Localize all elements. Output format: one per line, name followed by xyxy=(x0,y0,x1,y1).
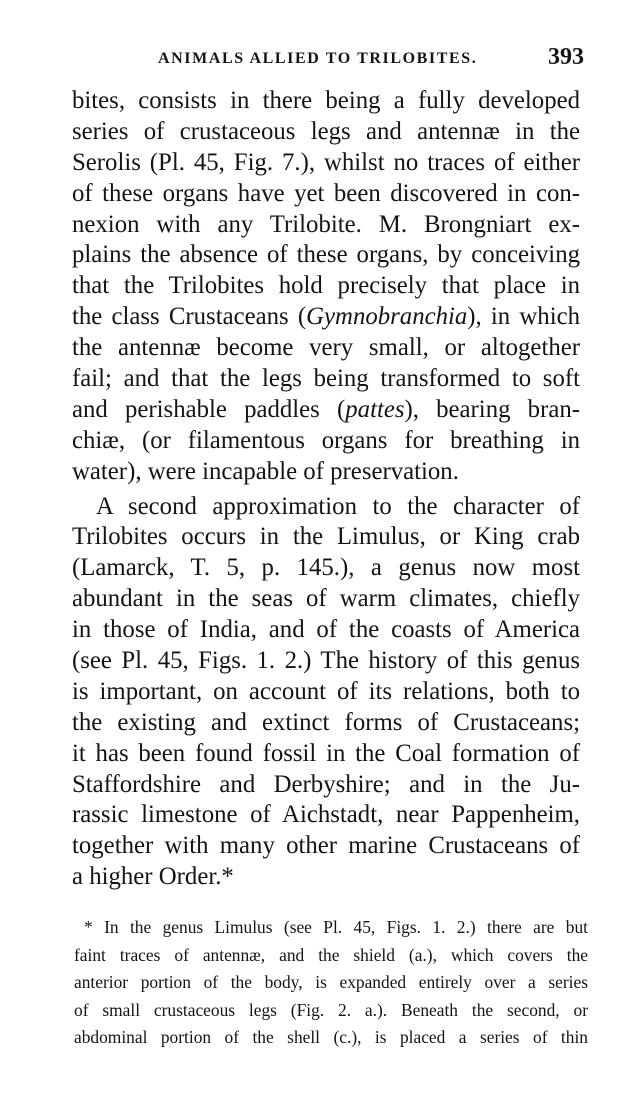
paragraph-2 xyxy=(72,492,580,894)
text-line: water), were incapable of preservation. xyxy=(72,457,459,485)
text-line: (see Pl. 45, Figs. 1. 2.) The history of this genus xyxy=(72,647,580,675)
text-line: chiæ, (or filamentous organs for breathing in xyxy=(72,426,580,454)
text-line: is important, on account of its relations, both to xyxy=(72,677,580,705)
page-header xyxy=(70,46,586,74)
text-line: fail; and that the legs being transformed to soft xyxy=(72,365,580,393)
text-line: rassic limestone of Aichstadt, near Pappenheim, xyxy=(72,801,580,829)
text-line: (Lamarck, T. 5, p. 145.), a genus now most xyxy=(72,554,580,582)
text-line: the antennæ become very small, or altogether xyxy=(72,334,580,362)
text-line: Serolis (Pl. 45, Fig. 7.), whilst no traces of either xyxy=(72,148,580,176)
text-line: a higher Order.* xyxy=(72,863,234,891)
text-line: A second approximation to the character of xyxy=(96,492,580,520)
footnote xyxy=(74,914,588,1052)
text-line: plains the absence of these organs, by conceiving xyxy=(72,241,580,269)
text-line: that the Trilobites hold precisely that place in xyxy=(72,272,580,300)
footnote-line: faint traces of antennæ, and the shield (a.), which covers the xyxy=(74,944,588,965)
text-line: series of crustaceous legs and antennæ in the xyxy=(72,117,580,145)
text-line: and perishable paddles (pattes), bearing bran- xyxy=(72,395,580,423)
text-line: the class Crustaceans (Gymnobranchia), in which xyxy=(72,303,580,331)
footnote-line: abdominal portion of the shell (c.), is placed a series of thin xyxy=(74,1027,588,1047)
running-head: ANIMALS ALLIED TO TRILOBITES. xyxy=(158,50,478,67)
footnote-line: of small crustaceous legs (Fig. 2. a.). Beneath the second, or xyxy=(74,999,588,1020)
text-line: in those of India, and of the coasts of America xyxy=(72,616,580,644)
body-text xyxy=(72,86,580,893)
footnote-line: anterior portion of the body, is expanded entirely over a series xyxy=(74,972,588,992)
text-line: abundant in the seas of warm climates, chiefly xyxy=(72,585,580,613)
text-line: of these organs have yet been discovered in con- xyxy=(72,179,580,207)
text-line: the existing and extinct forms of Crustaceans; xyxy=(72,708,580,736)
footnote-line: * In the genus Limulus (see Pl. 45, Figs. 1. 2.) there are but xyxy=(84,917,588,937)
paragraph-1 xyxy=(72,86,580,488)
text-line: together with many other marine Crustaceans of xyxy=(72,832,580,860)
text-line: it has been found fossil in the Coal formation of xyxy=(72,739,580,767)
text-line: nexion with any Trilobite. M. Brongniart ex- xyxy=(72,210,580,238)
text-line: bites, consists in there being a fully developed xyxy=(72,87,580,114)
text-line: Trilobites occurs in the Limulus, or King crab xyxy=(72,523,580,551)
text-line: Staffordshire and Derbyshire; and in the Ju- xyxy=(72,770,580,798)
page-number: 393 xyxy=(548,44,584,70)
